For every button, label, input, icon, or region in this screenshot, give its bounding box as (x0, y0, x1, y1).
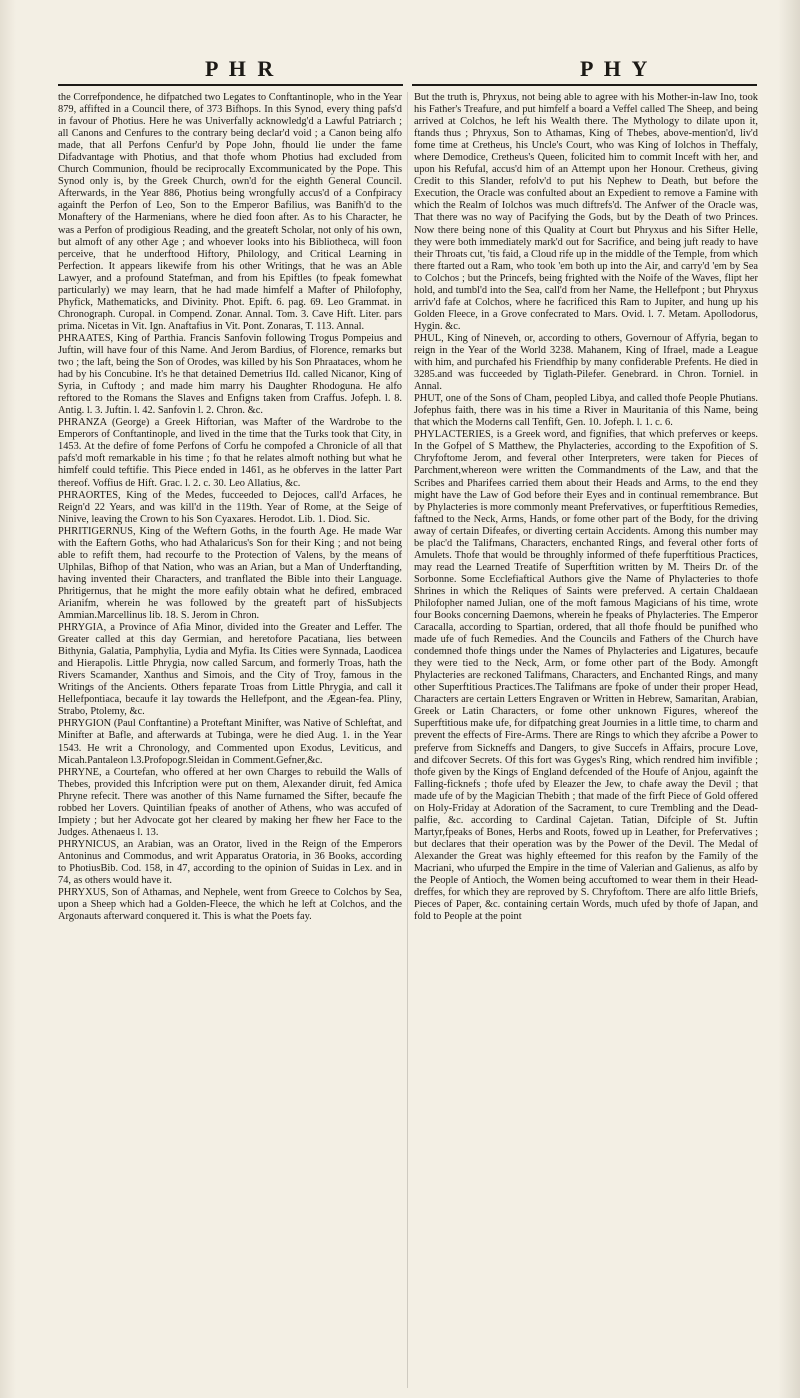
page-edge-shadow-left (0, 0, 16, 1398)
entry-phryne: PHRYNE, a Courtefan, who offered at her own Charges to rebuild the Walls of Thebes, provided this Infcription were put on them, Alexander diruit, fed Amica Phryne refecit. There was another of this Name furnamed the Sifter, becaufe fhe robbed her Lovers. Quintilian fpeaks of another of Athens, who was accufed of Impiety ; but her Advocate got her cleared by making her fhew her Face to the Judges. Athenaeus l. 13. (58, 766, 402, 838)
paragraph-photius-continued: the Correfpondence, he difpatched two Legates to Conftantinople, who in the Year 879, affifted in a Council there, of 373 Bifhops. In this Synod, every thing pafs'd in favour of Photius. Here he was Univerfally acknowledg'd a Lawful Patriarch ; all Canons and Cenfures to the contrary being declar'd void ; a Canon being alfo made, that all Perfons Cenfur'd by Pope John, fhould lie under the fame Difadvantage with Photius, and that thofe whom Photius had excluded from Church Communion, fhould be reciprocally Excommunicated by the Pope. This Synod only is, by the Greek Church, own'd for the eighth General Council. Afterwards, in the Year 886, Photius being wrongfully accus'd of a Confpiracy againft the Perfon of Leo, Son to the Emperor Bafilius, was Banifh'd to the Monaftery of the Harmenians, where he died foon after. As to his Character, he was a Perfon of prodigious Reading, and the greateft Scholar, not only of his own, but almoft of any other Age ; and whoever looks into his Bibliotheca, will foon perceive, that he underftood Hiftory, Philology, and Critical Learning in Perfection. It appears likewife from his other Writings, that he was an Able Lawyer, and a profound Statefman, and from his Epiftles (to fpeak fomewhat particularly) we may learn, that he had made himfelf a Mafter of Philofophy, Phyfick, Mathematicks, and Divinity. Phot. Epift. 6. pag. 69. Leo Grammat. in Chronograph. Curopal. in Compend. Zonar. Annal. Tom. 3. Cave Hift. Liter. pars prima. Nicetas in Vit. Ign. Anaftafius in Vit. Pont. Zonaras, T. 113. Annal. (58, 92, 402, 332)
entry-phrygia: PHRYGIA, a Province of Afia Minor, divided into the Greater and Leffer. The Greater called at this day Germian, and heretofore Pacatiana, lies between Bithynia, Galatia, Pamphylia, Lydia and Myfia. Its Cities were Synnada, Laodicea and Hierapolis. Little Phrygia, now called Sarcum, and formerly Troas, hath the Rivers Scamander, Xanthus and Simois, and the City of Troy, famous in the Writings of the Ancients. Others feparate Troas from Little Phrygia, and call it Hellefpontiaca, becaufe it lay towards the Hellefpont, and the Ægean-fea. Pliny, Strabo, Ptolemy, &c. (58, 622, 402, 718)
entry-phrynicus: PHRYNICUS, an Arabian, was an Orator, lived in the Reign of the Emperors Antoninus and Commodus, and writ Apparatus Oratoria, in 36 Books, according to PhotiusBib. Cod. 158, in 47, according to the opinion of Suidas in Lex. and in 74, as others would have it. (58, 838, 402, 887)
entry-phryxus: PHRYXUS, Son of Athamas, and Nephele, went from Greece to Colchos by Sea, upon a Sheep which had a Golden-Fleece, the which he left at Colchos, and the Argonauts afterward conquered it. This is what the Poets fay. (58, 887, 402, 923)
entry-phut: PHUT, one of the Sons of Cham, peopled Libya, and called thofe People Phutians. Jofephus faith, there was in his time a River in Mauritania of this Name, being that which the Moderns call Tenfift, Gen. 10. Jofeph. l. 1. c. 6. (414, 393, 758, 429)
entry-phul: PHUL, King of Nineveh, or, according to others, Governour of Affyria, began to reign in the Year of the World 3238. Mahanem, King of Ifrael, made a League with him, and purchafed his Friendfhip by many confiderable Prefents. He died in 3285.and was fucceeded by Tiglath-Pilefer. Genebrard. in Chron. Torniel. in Annal. (414, 332, 758, 393)
column-gutter (407, 92, 408, 1388)
left-column (58, 92, 402, 1392)
header-rule-left (58, 84, 403, 86)
entry-phraates: PHRAATES, King of Parthia. Francis Sanfovin following Trogus Pompeius and Juftin, will have four of this Name. And Jerom Bardius, of Florence, remarks but two ; the laft, being the Son of Orodes, was killed by his Son Phraataces, whom he had by his Concubine. It's he that detained Demetrius IId. called Nicanor, King of Syria, in Cuftody ; and made him marry his Daughter Rhodoguna. He alfo reftored to the Romans the Slaves and Enfigns taken from Craffus. Jofeph. l. 8. Antig. l. 3. Juftin. l. 42. Sanfovin l. 2. Chron. &c. (58, 332, 402, 417)
paragraph-phryxus-continued: But the truth is, Phryxus, not being able to agree with his Mother-in-law Ino, took his Father's Treafure, and put himfelf a board a Veffel called The Sheep, and being arrived at Colchos, he left his Wealth there. The Mythology to dilate upon it, ftands thus ; Phryxus, Son to Athamas, King of Thebes, above-mention'd, liv'd fome time at Cretheus, his Uncle's Court, who was King of Iolchos in Theffaly, where Demodice, Cretheus's Queen, folicited him to commit Inceft with her, and upon his Refufal, accus'd him of an Attempt upon her Honour. Cretheus, giving Credit to this Slander, refolv'd to put his Nephew to Death, but before the Execution, the Oracle was confulted about an Expedient to remove a Famine with which the Realm of Iolchos was much diftrefs'd. The Anfwer of the Oracle was, That there was no way of Pacifying the Gods, but by the Death of two Princes. Now there being none of this Quality at Court but Phryxus and his Sifter Helle, they were both immediately mark'd out for Sacrifice, and being juft ready to have their Throats cut, 'tis faid, a Cloud rife up in the middle of the Temple, from which there ftarted out a Ram, who took 'em both up into the Air, and carry'd 'em by Sea to Colchos ; but the Princefs, being frighted with the Noife of the Waves, flipt her hold, and tumbl'd into the Sea, call'd from her Name, the Hellefpont ; but Phryxus arriv'd fafe at Colchos, where he facrificed this Ram to Jupiter, and hung up his Golden Fleece, in a Grove confecrated to Mars. Ovid. l. 7. Metam. Apollodorus, Hygin. &c. (414, 92, 758, 332)
running-head-right: P H Y (580, 56, 651, 81)
page-edge-shadow-right (778, 0, 800, 1398)
right-column (414, 92, 758, 1392)
entry-phranza: PHRANZA (George) a Greek Hiftorian, was Mafter of the Wardrobe to the Emperors of Conftantinople, and lived in the time that the Turks took that City, in 1453. At the defire of fome Perfons of Corfu he compofed a Chronicle of all that pafs'd moft remarkable in his time ; fo that he relates almoft nothing but what he himfelf could teftifie. This Piece ended in 1461, as he obferves in the latter Part thereof. Voffius de Hift. Grac. l. 2. c. 30. Leo Allatius, &c. (58, 417, 402, 489)
running-head-left: P H R (205, 56, 277, 81)
entry-phraortes: PHRAORTES, King of the Medes, fucceeded to Dejoces, call'd Arfaces, he Reign'd 22 Years, and was kill'd in the 119th. Year of Rome, at the Seige of Ninive, leaving the Crown to his Son Cyaxares. Herodot. Lib. 1. Diod. Sic. (58, 489, 402, 525)
entry-phritigernus: PHRITIGERNUS, King of the Weftern Goths, in the fourth Age. He made War with the Eaftern Goths, who had Athalaricus's Son for their King ; and not being able to refift them, had recourfe to the Protection of Valens, by the means of Ulphilas, Bifhop of that Nation, who was an Arian, but a Man of Underftanding, having invented their Characters, and tranflated the Bible into their Language. Phritigernus, that he might the more eafily obtain what he defired, embraced Arianifm, wherein he was followed by the greateft part of hisSubjects Ammian.Marcellinus lib. 18. S. Jerom in Chron. (58, 525, 402, 622)
header-rule-right (412, 84, 757, 86)
entry-phrygion: PHRYGION (Paul Conftantine) a Proteftant Minifter, was Native of Schleftat, and Minifter at Bafle, and afterwards at Tubinga, were he died Aug. 1. in the Year 1543. He writ a Chronology, and Commented upon Exodus, Leviticus, and Micah.Pantaleon l.3.Profopogr.Sleidan in Comment.Gefner,&c. (58, 718, 402, 766)
entry-phylacteries: PHYLACTERIES, is a Greek word, and fignifies, that which preferves or keeps. In the Gofpel of S Matthew, the Phylacteries, according to the Expofition of S. Chryfoftome Jerom, and feveral other Interpreters, were taken for Pieces of Parchment,whereon were written the Commandments of the Law, and that the Scribes and Pharifees carried them about their Heads and Arms, to the end they might have the Law of God before their Eyes and in continual remembrance. But by Phylacteries is more commonly meant Prefervatives, or fuperftitious Remedies, faftned to the Neck, Arms, Hands, or fome other part of the Body, for the driving away of certain Difeafes, or diverting certain Accidents. Among this number may be plac'd the Talifmans, Characters, enchanted Rings, and feveral other forts of Amulets. Thofe that would be throughly informed of thefe fuperftitious Practices, may read the Learned Treatife of Superftition written by M. Theirs Dr. of the Sorbonne. Some Ecclefiaftical Authors give the Name of Phylacteries to thofe Shrines in which the Reliques of Saints were preferved. A certain Chaldaean Philofopher named Julian, one of the moft famous Magicians of his time, wrote four Books concerning Daemons, wherein he fpeaks of Phylacteries. The Emperor Caracalla, according to Spartian, ordered, that all thofe fhould be punifhed who made ufe of fuch Remedies. And the Councils and Fathers of the Church have condemned thofe things under the Names of Phylacteries and Ligatures, becaufe they were tied to the Neck, Arm, or fome other part of the Body. Amongft Phylacteries are reckoned Talifmans, Characters, and Enchanted Rings, and many other Superftitious Practices.The Talifmans are fpoke of under their proper Head, Characters are certain Letters Engraven or Written in Hebrew, Samaritan, Arabian, Greek or Latin Characters, or fome other unknown Figures, whereof the Superftitious make ufe, for difpatching great Journies in a little time, to charm and prevent the effects of Fire-Arms. There are Rings to which they afcribe a Power to preferve from Sickneffs and Dangers, to give Succefs in Affairs, procure Love, and difcover Secrets. Of this fort was Gyges's Ring, which rendred him invifible ; thofe given by the Kings of England defcended of the Houfe of Anjou, againft the Falling-ficknefs ; thofe ufed by Eleazer the Jew, to chafe away the Devil ; that made ufe of by the Magician Thebith ; that made of the firft Piece of Gold offered on Holy-Friday at Adoration of the Sacrament, to cure Trembling and the Dead-palfie, &c. according to Cardinal Cajetan. Tatian, Difciple of St. Juftin Martyr,fpeaks of Bones, Herbs and Roots, fowed up in Leather, for Prefervatives ; but declares that their operation was by the Power of the Devil. The Medal of Alexander the Great was highly efteemed for this reafon by the Family of the Macriani, who ufurped the Empire in the time of Valerian and Galienus, as alfo by the People of Antioch, the Women being accuftomed to wear them in their Head-dreffes, for which they are reproved by S. Chryfoftom. There are alfo little Briefs, Pieces of Paper, &c. containing certain Words, much ufed by thofe of Japan, and fold to People at the point (414, 429, 758, 923)
